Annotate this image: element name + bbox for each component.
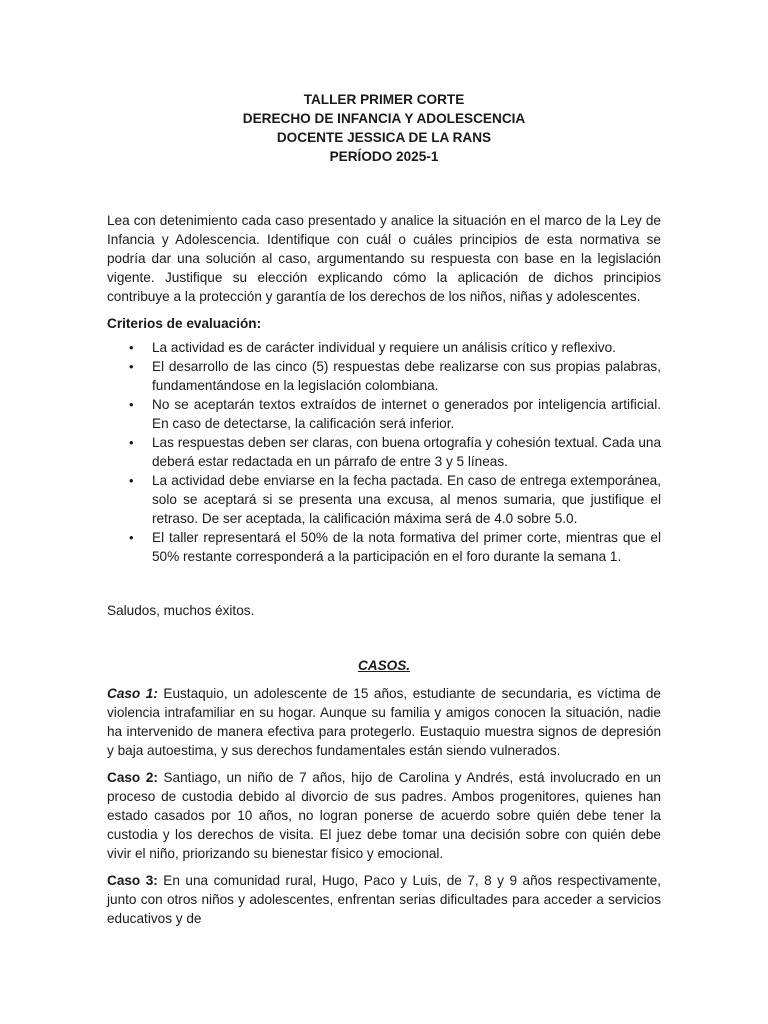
bullet-icon: • (129, 359, 134, 374)
intro-paragraph: Lea con detenimiento cada caso presentado y analice la situación en el marco de la Ley de Infancia y Adolescencia. Identifique con cuál o cuáles principios de esta normativa se podría dar una solución al caso, argumentando su respuesta con base en la legislación vigente. Justifique su elección explicando cómo la aplicación de dichos principios contribuye a la protección y garantía de los derechos de los niños, niñas y adolescentes. (107, 213, 661, 304)
case-paragraph-3 (107, 871, 661, 928)
case-label: Caso 1: (107, 686, 158, 701)
case-label: Caso 3: (107, 873, 158, 888)
case-text: Eustaquio, un adolescente de 15 años, estudiante de secundaria, es víctima de violencia intrafamiliar en su hogar. Aunque su familia y amigos conocen la situación, nadie ha intervenido de manera efectiva para protegerlo. Eustaquio muestra signos de depresión y baja autoestima, y sus derechos fundamentales están siendo vulnerados. (107, 686, 661, 758)
bullet-icon: • (129, 530, 134, 545)
criteria-item: • La actividad es de carácter individual y requiere un análisis crítico y reflexivo. (129, 340, 616, 355)
header-period: PERÍODO 2025-1 (329, 149, 439, 164)
cases-title: CASOS. (357, 658, 411, 673)
document-header (107, 90, 661, 166)
case-text: Santiago, un niño de 7 años, hijo de Carolina y Andrés, está involucrado en un proceso de custodia debido al divorcio de sus padres. Ambos progenitores, quienes han estado casados por 10 años, no logran ponerse de acuerdo sobre quién debe tener la custodia y los derechos de visita. El juez debe tomar una decisión sobre con quién debe vivir el niño, priorizando su bienestar físico y emocional. (107, 770, 661, 861)
closing-greeting: Saludos, muchos éxitos. (107, 603, 255, 618)
case-text: En una comunidad rural, Hugo, Paco y Luis, de 7, 8 y 9 años respectivamente, junto con otros niños y adolescentes, enfrentan serias dificultades para acceder a servicios educativos y de (107, 873, 661, 926)
criteria-item: • Las respuestas deben ser claras, con buena ortografía y cohesión textual. Cada una deberá estar redactada en un párrafo de entre 3 y 5 líneas. (129, 435, 661, 469)
header-teacher: DOCENTE JESSICA DE LA RANS (276, 130, 492, 145)
bullet-icon: • (129, 397, 134, 412)
case-label: Caso 2: (107, 770, 158, 785)
criteria-item: • El taller representará el 50% de la nota formativa del primer corte, mientras que el 50% restante corresponderá a la participación en el foro durante la semana 1. (129, 530, 661, 564)
header-title: TALLER PRIMER CORTE (303, 92, 465, 107)
bullet-icon: • (129, 435, 134, 450)
case-paragraph-2 (107, 768, 661, 863)
bullet-icon: • (129, 340, 134, 355)
header-course: DERECHO DE INFANCIA Y ADOLESCENCIA (242, 111, 526, 126)
criteria-item: • No se aceptarán textos extraídos de internet o generados por inteligencia artificial. En caso de detectarse, la calificación será inferior. (129, 397, 661, 431)
criteria-list (107, 338, 661, 566)
case-paragraph-1 (107, 684, 661, 760)
criteria-title: Criterios de evaluación: (107, 316, 262, 331)
criteria-item: • El desarrollo de las cinco (5) respuestas debe realizarse con sus propias palabras, fundamentándose en la legislación colombiana. (129, 359, 661, 393)
bullet-icon: • (129, 473, 134, 488)
criteria-item: • La actividad debe enviarse en la fecha pactada. En caso de entrega extemporánea, solo se aceptará si se presenta una excusa, al menos sumaria, que justifique el retraso. De ser aceptada, la calificación máxima será de 4.0 sobre 5.0. (129, 473, 661, 526)
